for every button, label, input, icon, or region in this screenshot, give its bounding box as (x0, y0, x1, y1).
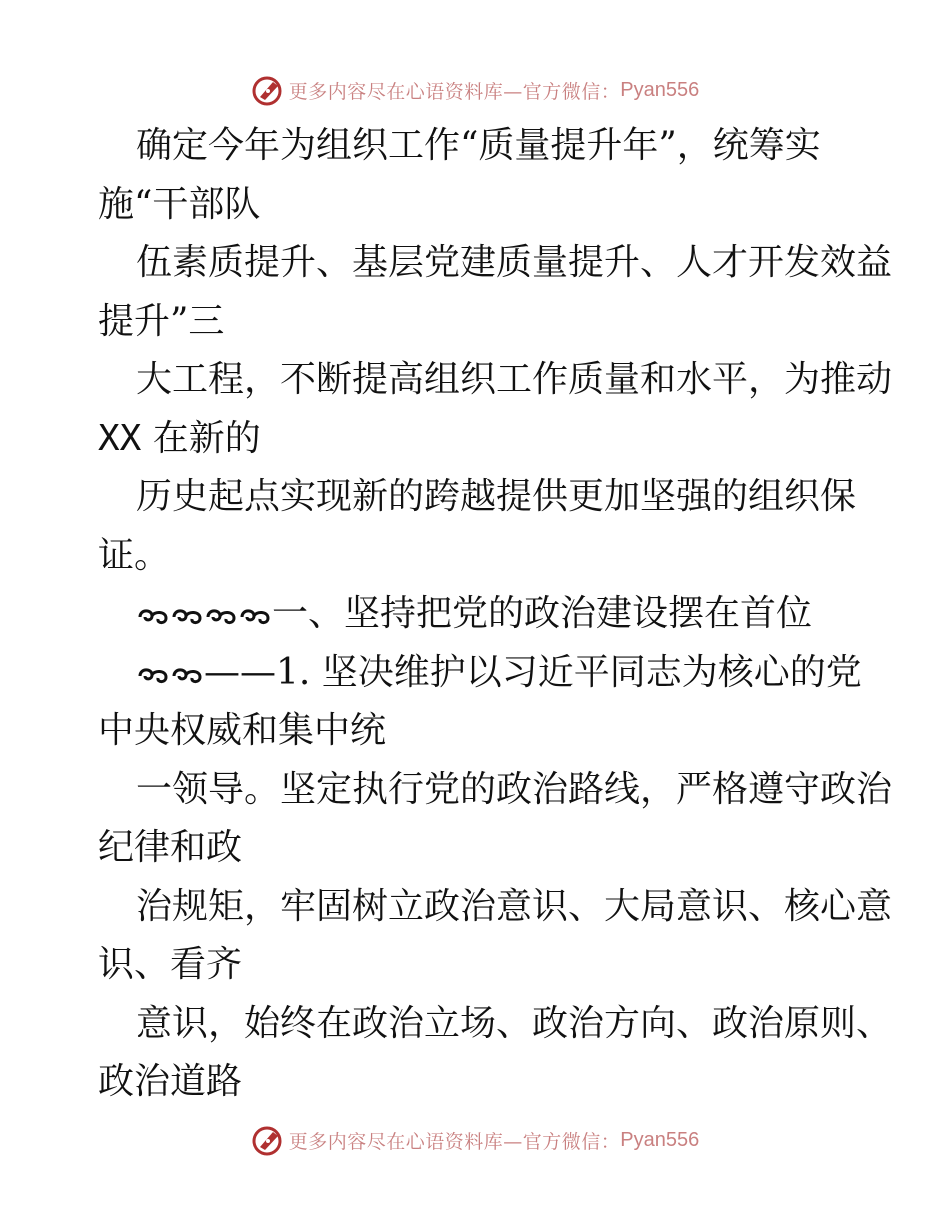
swirl-ornament-icon (136, 664, 170, 686)
watermark-text: 更多内容尽在心语资料库—官方微信： (288, 1130, 621, 1153)
paragraph-line: 治规矩，牢固树立政治意识、大局意识、核心意 (136, 885, 893, 927)
watermark-wechat-id: Pyan556 (620, 78, 700, 101)
watermark-header (0, 70, 950, 110)
subsection-heading-text: ——1. 坚决维护以习近平同志为核心的党 (204, 651, 862, 693)
placeholder-code: XX (98, 417, 142, 459)
paragraph-line: 大工程，不断提高组织工作质量和水平，为推动 (136, 359, 893, 400)
paragraph-line: 历史起点实现新的跨越提供更加坚强的组织保 (136, 476, 857, 517)
paragraph-line: 施“干部队 (98, 183, 261, 225)
swirl-ornament-icon (238, 605, 272, 627)
swirl-ornament-icon (204, 605, 238, 627)
pen-nib-logo-icon (251, 73, 285, 107)
paragraph-line: 一领导。坚定执行党的政治路线，严格遵守政治 (136, 768, 893, 810)
paragraph-line (98, 410, 858, 469)
section-heading-text: 一、坚持把党的政治建设摆在首位 (272, 593, 813, 634)
watermark-text: 更多内容尽在心语资料库—官方微信： (288, 80, 621, 103)
paragraph-line: 纪律和政 (98, 827, 243, 868)
paragraph-line: 确定今年为组织工作“质量提升年”，统筹实 (136, 125, 821, 166)
paragraph-line: 识、看齐 (98, 944, 243, 985)
paragraph-line: 证。 (98, 534, 171, 576)
section-heading (98, 585, 858, 644)
watermark-footer (0, 1120, 950, 1160)
swirl-ornament-icon (170, 605, 204, 627)
paragraph-line: 提升”三 (98, 300, 225, 342)
document-body (98, 117, 893, 1112)
paragraph-line: 政治道路 (98, 1061, 243, 1102)
paragraph-line-tail: 在新的 (141, 417, 261, 459)
swirl-ornament-icon (170, 664, 204, 686)
paragraph-line: 中央权威和集中统 (98, 710, 387, 751)
swirl-ornament-icon (136, 605, 170, 627)
pen-nib-logo-icon (251, 1123, 285, 1157)
paragraph-line: 意识，始终在政治立场、政治方向、政治原则、 (136, 1002, 893, 1044)
watermark-wechat-id: Pyan556 (620, 1128, 700, 1151)
paragraph-line: 伍素质提升、基层党建质量提升、人才开发效益 (136, 242, 893, 283)
subsection-heading (98, 644, 862, 703)
